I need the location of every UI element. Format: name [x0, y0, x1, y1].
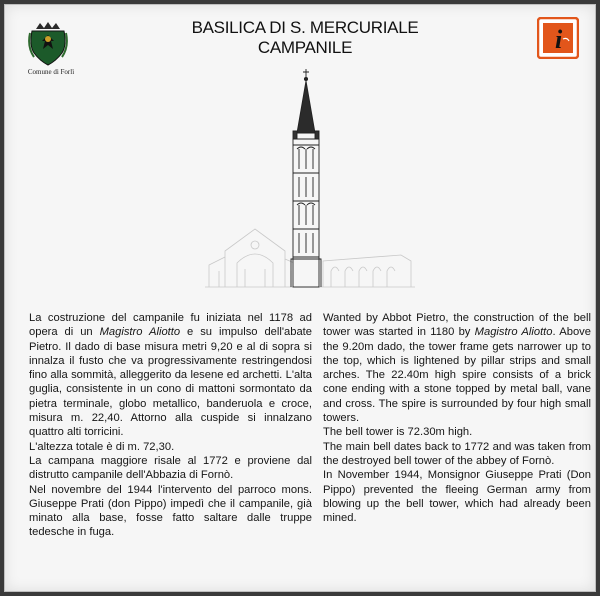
italian-builder-name: Magistro Aliotto	[99, 326, 181, 339]
info-logo-letter: i	[555, 25, 563, 54]
english-paragraph-3: The main bell dates back to 1772 and was taken from the destroyed bell tower of the abbey of Fornò.	[323, 440, 591, 467]
italian-paragraph-2: L'altezza totale è di m. 72,30.	[29, 440, 175, 453]
english-paragraph-4: In November 1944, Monsignor Giuseppe Prati (Don Pippo) prevented the fleeing German army from blowing up the bell tower, which had already been mined.	[323, 469, 591, 525]
coat-of-arms-icon	[28, 19, 68, 67]
title-line-2: CAMPANILE	[257, 38, 353, 57]
sign-title	[155, 18, 455, 58]
municipality-label: Comune di Forlì	[27, 68, 75, 76]
italian-text	[29, 311, 312, 540]
tourist-info-icon	[537, 17, 579, 59]
italian-paragraph-3: La campana maggiore risale al 1772 e proviene dal distrutto campanile dell'Abbazia di Fornò.	[29, 454, 312, 482]
english-paragraph-2: The bell tower is 72.30m high.	[323, 426, 473, 439]
italian-paragraph-1: La costruzione del campanile fu iniziata nel 1178 ad opera di un Magistro Aliotto e su impulso dell'abate Pietro. Il dado di base misura metri 9,20 e al di sopra si innalza il fusto che va progressivamente restringendosi fino alla sommità, alleggerito da lesene ed archetti. L'alta guglia, consistente in un cono di mattoni sormontato da pietra terminale, globo metallico, banderuola e croce, misura m. 22,40. Attorno alla cuspide si innalzano quattro alti torricini.	[29, 312, 312, 439]
title-line-1: BASILICA DI S. MERCURIALE	[191, 18, 419, 37]
english-paragraph-1: Wanted by Abbot Pietro, the construction of the bell tower was started in 1180 by Magistro Aliotto. Above the 9.20m dado, the tower frame gets narrower up to the top, which is lightened by pillar strips and small arches. The 22.40m high spire consists of a brick cone ending with a stone topped by metal ball, vane and cross. The spire is surrounded by four high small towers.	[323, 312, 591, 425]
english-text	[323, 311, 591, 525]
bell-tower-drawing	[205, 65, 415, 295]
italian-paragraph-4: Nel novembre del 1944 l'intervento del parroco mons. Giuseppe Prati (don Pippo) impedì che il campanile, già minato alla base, fosse fatto saltare dalle truppe tedesche in fuga.	[29, 483, 312, 539]
english-builder-name: Magistro Aliotto	[474, 326, 553, 339]
information-sign	[4, 4, 596, 592]
